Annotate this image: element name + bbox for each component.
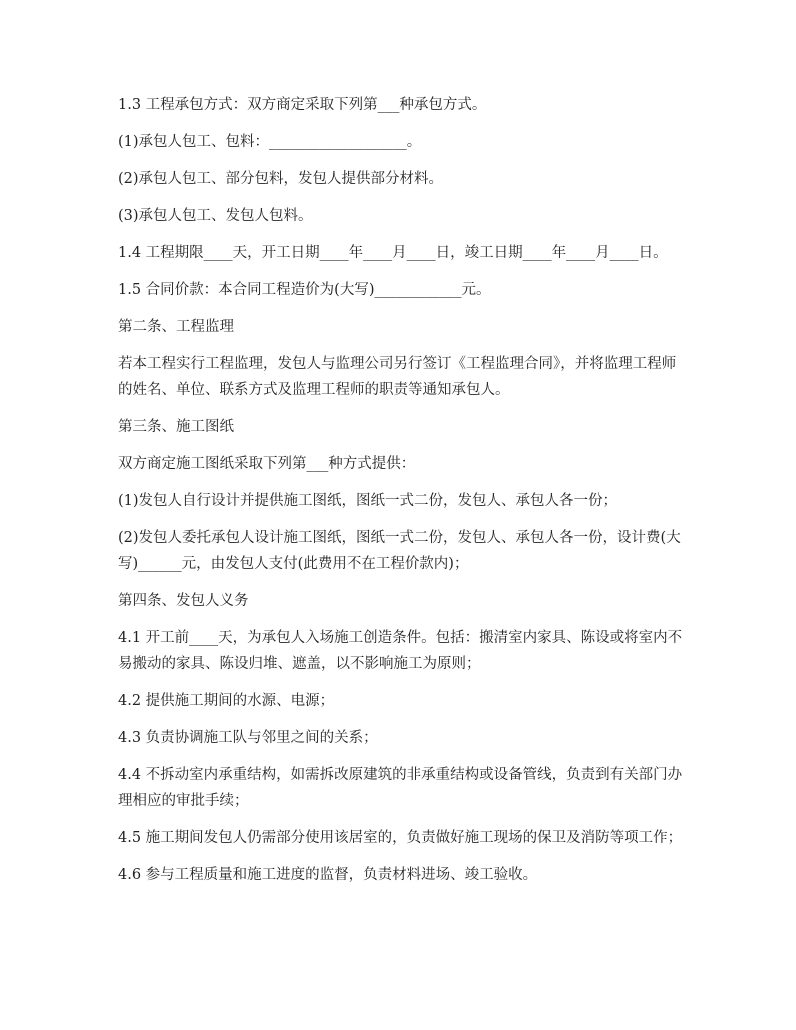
clause-4-3: 4.3 负责协调施工队与邻里之间的关系； [118,730,378,746]
section-heading-3: 第三条、施工图纸 [118,419,234,435]
section-heading-2: 第二条、工程监理 [118,319,234,335]
document-body [118,92,684,899]
section-2-body: 若本工程实行工程监理，发包人与监理公司另行签订《工程监理合同》，并将监理工程师的姓名、单位、联系方式及监理工程师的职责等通知承包人。 [118,356,677,398]
clause-1-3: 1.3 工程承包方式：双方商定采取下列第___种承包方式。 [118,97,487,113]
option-2: (2)承包人包工、部分包料，发包人提供部分材料。 [118,171,444,187]
clause-4-6: 4.6 参与工程质量和施工进度的监督，负责材料进场、竣工验收。 [118,867,538,883]
section-heading-4: 第四条、发包人义务 [118,593,249,609]
clause-4-2: 4.2 提供施工期间的水源、电源； [118,693,335,709]
clause-1-5: 1.5 合同价款：本合同工程造价为(大写)____________元。 [118,282,491,298]
option-1: (1)承包人包工、包料：___________________。 [118,134,422,150]
clause-4-1: 4.1 开工前____天，为承包人入场施工创造条件。包括：搬清室内家具、陈设或将室内不易搬动的家具、陈设归堆、遮盖，以不影响施工为原则； [118,630,683,672]
option-3: (3)承包人包工、发包人包料。 [118,208,313,224]
section-3-intro: 双方商定施工图纸采取下列第___种方式提供： [118,456,416,472]
drawing-option-1: (1)发包人自行设计并提供施工图纸，图纸一式二份，发包人、承包人各一份； [118,493,618,509]
clause-1-4: 1.4 工程期限____天，开工日期____年____月____日，竣工日期____年____月____日。 [118,245,668,261]
clause-4-4: 4.4 不拆动室内承重结构，如需拆改原建筑的非承重结构或设备管线，负责到有关部门办理相应的审批手续； [118,767,683,809]
clause-4-5: 4.5 施工期间发包人仍需部分使用该居室的，负责做好施工现场的保卫及消防等项工作； [118,830,683,846]
drawing-option-2: (2)发包人委托承包人设计施工图纸，图纸一式二份，发包人、承包人各一份，设计费(大写)______元，由发包人支付(此费用不在工程价款内)； [118,530,681,572]
